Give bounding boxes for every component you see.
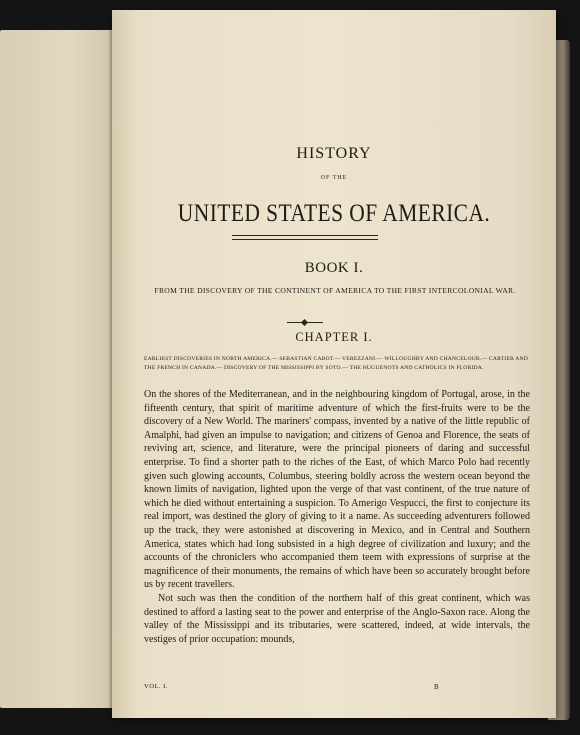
main-title: UNITED STATES OF AMERICA. <box>177 200 491 227</box>
title-of-the: OF THE <box>320 175 348 181</box>
book-heading: BOOK I. <box>304 260 364 276</box>
chapter-summary: EARLIEST DISCOVERIES IN NORTH AMERICA.— SEBASTIAN CABOT.— VEREZZANI.— WILLOUGHBY AND CHANCELOUR.— CARTIER AND THE FRENCH IN CANADA.— DISCOVERY OF THE MISSISSIPPI BY SOTO.— THE HUGUENOTS AND CATHOLICS IN FLORIDA. <box>144 356 528 372</box>
ornament-divider <box>287 322 323 323</box>
left-page <box>0 30 118 708</box>
chapter-heading: CHAPTER I. <box>295 330 373 344</box>
volume-footer: VOL. I. <box>144 683 168 690</box>
title-history: HISTORY <box>296 145 372 162</box>
body-text <box>144 388 530 646</box>
double-rule-divider <box>232 235 378 240</box>
paragraph: Not such was then the condition of the northern half of this great continent, which was destined to afford a lasting seat to the power and enterprise of the Anglo-Saxon race. Along the valley of the Mississippi and its tributaries, were scattered, indeed, at wide intervals, the vestiges of prior occupation: mounds, <box>144 592 530 645</box>
signature-mark: B <box>434 683 439 691</box>
book-subtitle: FROM THE DISCOVERY OF THE CONTINENT OF AMERICA TO THE FIRST INTERCOLONIAL WAR. <box>154 286 516 295</box>
paragraph: On the shores of the Mediterranean, and in the neighbouring kingdom of Portugal, arose, in the fifteenth century, that spirit of maritime adventure of which the first-fruits were to be the discovery of a New World. The mariners' compass, invented by a native of the little republic of Amalphi, had given an impulse to navigation; and citizens of Genoa and Florence, the seats of reviving art, science, and literature, were the principal pioneers of daring and successful enterprise. To find a shorter path to the riches of the East, of which Marco Polo had recently given such glowing accounts, Columbus, steering boldly across the western ocean beyond the known limits of navigation, lighted upon the verge of that vast continent, of the true nature of which he died without entertaining a suspicion. To Amerigo Vespucci, the first to conjecture its real import, was destined the glory of giving to it a name. As succeeding adventurers followed up the track, they were astonished at discovering in Mexico, and in Central and Southern America, states which had long subsisted in a high degree of civilization and luxury; and the accounts of the chroniclers who accompanied them teem with expressions of surprise at the magnificence of their monuments, the remains of which have been so accurately brought before us by recent travellers. <box>144 389 530 591</box>
book-page <box>112 10 556 718</box>
